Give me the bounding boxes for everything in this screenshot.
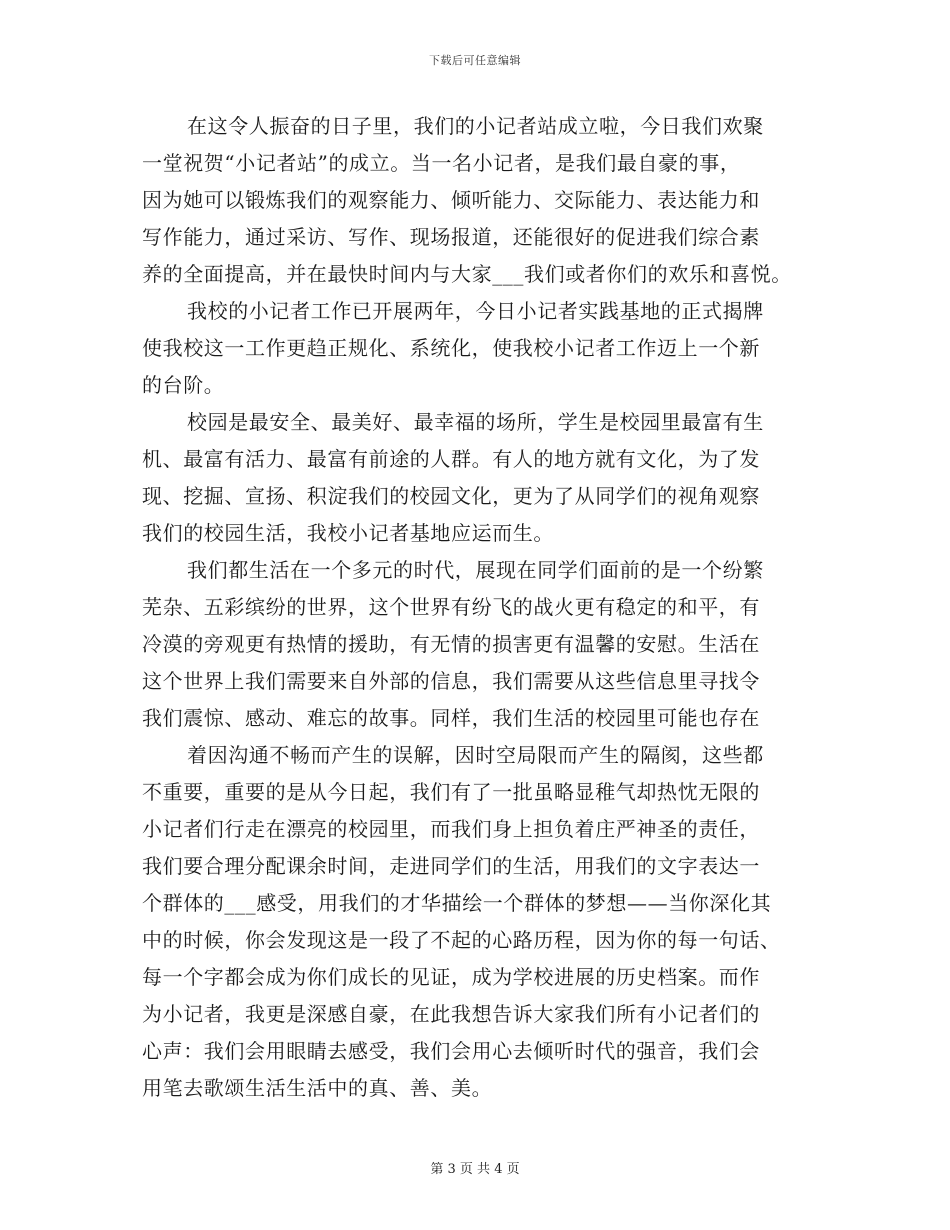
paragraph-1 xyxy=(142,108,814,293)
text-line: 冷漠的旁观更有热情的援助，有无情的损害更有温馨的安慰。生活在 xyxy=(142,632,760,656)
text-line: 机、最富有活力、最富有前途的人群。有人的地方就有文化，为了发 xyxy=(142,447,760,471)
text-line: 现、挖掘、宣扬、积淀我们的校园文化，更为了从同学们的视角观察 xyxy=(142,484,760,508)
text-line: 我们的校园生活，我校小记者基地应运而生。 xyxy=(142,521,554,545)
text-line: 心声：我们会用眼睛去感受，我们会用心去倾听时代的强音，我们会 xyxy=(142,1039,760,1063)
text-line: 不重要，重要的是从今日起，我们有了一批虽略显稚气却热忱无限的 xyxy=(142,780,760,804)
page-header: 下载后可任意编辑 xyxy=(429,54,521,67)
text-line: 校园是最安全、最美好、最幸福的场所，学生是校园里最富有生 xyxy=(187,410,764,434)
text-line: 一堂祝贺“小记者站”的成立。当一名小记者，是我们最自豪的事， xyxy=(142,151,741,175)
page-number: 第 3 页 共 4 页 xyxy=(430,1162,520,1177)
paragraph-5 xyxy=(142,737,814,1107)
text-line: 着因沟通不畅而产生的误解，因时空局限而产生的隔阂，这些都 xyxy=(187,743,764,767)
text-line: 我校的小记者工作已开展两年，今日小记者实践基地的正式揭牌 xyxy=(187,299,764,323)
text-line: 中的时候，你会发现这是一段了不起的心路历程，因为你的每一句话、 xyxy=(142,928,781,952)
text-line: 养的全面提高，并在最快时间内与大家___我们或者你们的欢乐和喜悦。 xyxy=(142,262,792,286)
text-line: 小记者们行走在漂亮的校园里，而我们身上担负着庄严神圣的责任， xyxy=(142,817,760,841)
text-line: 我们要合理分配课余时间，走进同学们的生活，用我们的文字表达一 xyxy=(142,854,760,878)
text-line: 用笔去歌颂生活生活中的真、善、美。 xyxy=(142,1076,493,1100)
paragraph-3 xyxy=(142,404,814,552)
paragraph-4 xyxy=(142,552,814,737)
text-line: 的台阶。 xyxy=(142,373,225,397)
document-body xyxy=(142,108,814,1107)
text-line: 写作能力，通过采访、写作、现场报道，还能很好的促进我们综合素 xyxy=(142,225,760,249)
text-line: 这个世界上我们需要来自外部的信息，我们需要从这些信息里寻找令 xyxy=(142,669,760,693)
paragraph-2 xyxy=(142,293,814,404)
text-line: 在这令人振奋的日子里，我们的小记者站成立啦，今日我们欢聚 xyxy=(187,114,764,138)
text-line: 使我校这一工作更趋正规化、系统化，使我校小记者工作迈上一个新 xyxy=(142,336,760,360)
text-line: 因为她可以锻炼我们的观察能力、倾听能力、交际能力、表达能力和 xyxy=(142,188,760,212)
text-line: 为小记者，我更是深感自豪，在此我想告诉大家我们所有小记者们的 xyxy=(142,1002,760,1026)
text-line: 每一个字都会成为你们成长的见证，成为学校进展的历史档案。而作 xyxy=(142,965,760,989)
text-line: 芜杂、五彩缤纷的世界，这个世界有纷飞的战火更有稳定的和平，有 xyxy=(142,595,760,619)
text-line: 我们都生活在一个多元的时代，展现在同学们面前的是一个纷繁 xyxy=(187,558,764,582)
text-line: 我们震惊、感动、难忘的故事。同样，我们生活的校园里可能也存在 xyxy=(142,706,760,730)
text-line: 个群体的___感受，用我们的才华描绘一个群体的梦想——当你深化其 xyxy=(142,891,772,915)
